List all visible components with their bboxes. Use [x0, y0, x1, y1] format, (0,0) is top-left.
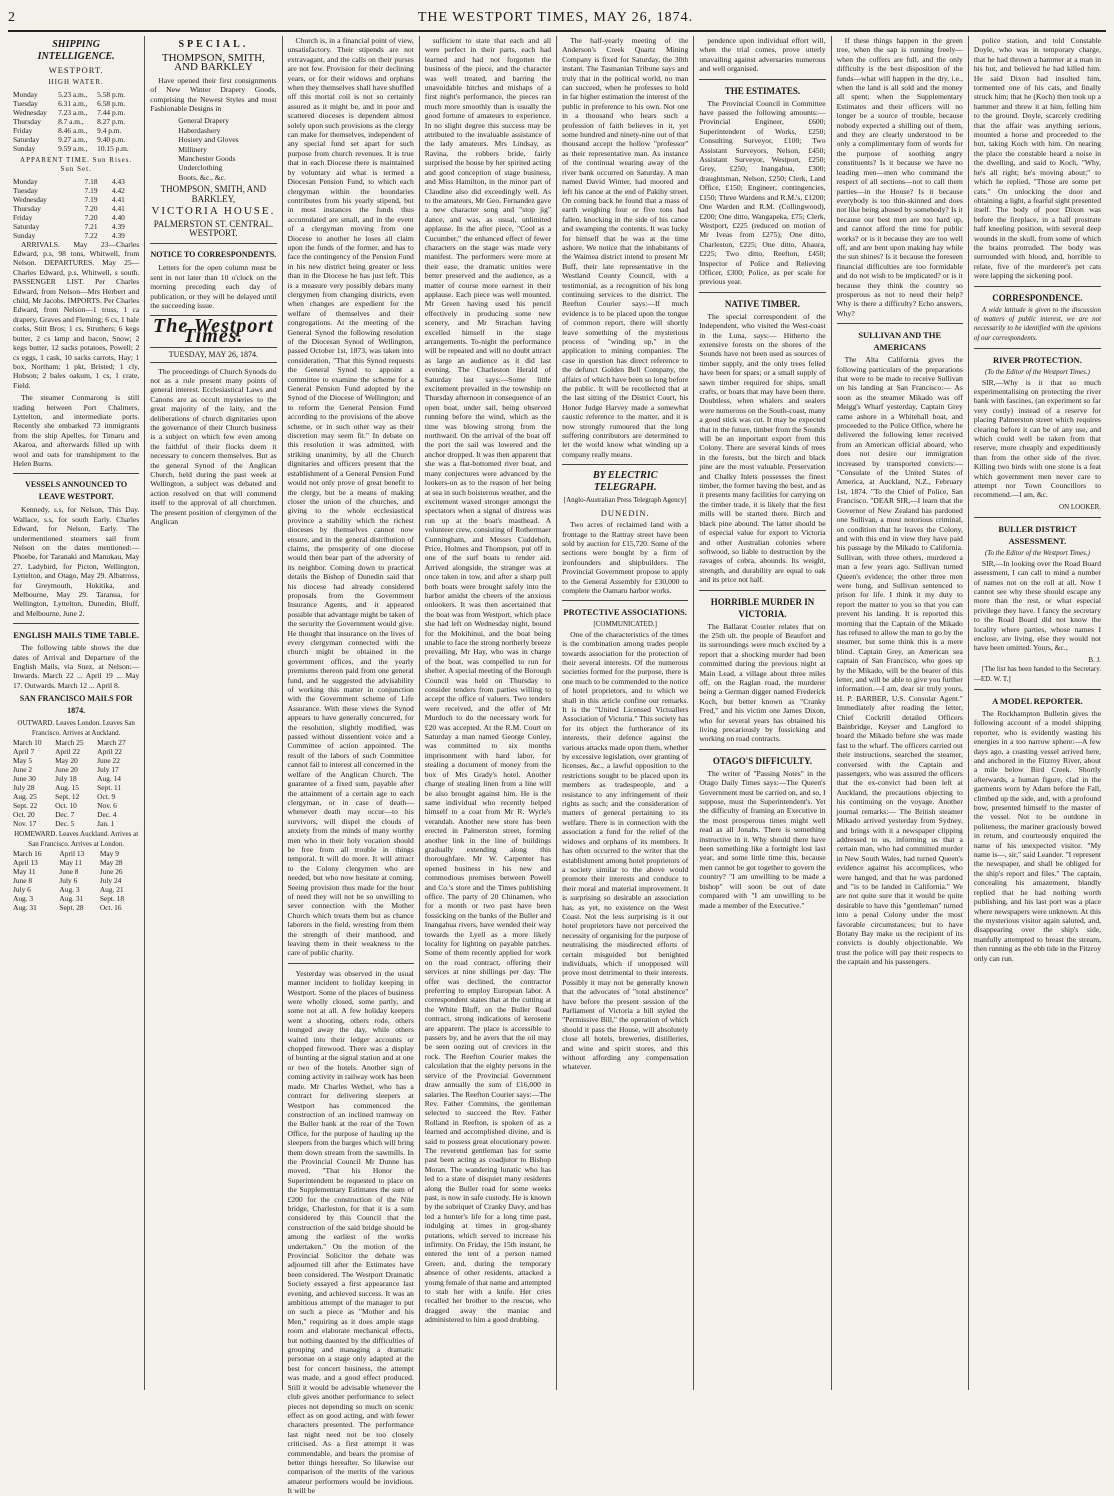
paper-title: The Westport Times. [153, 315, 274, 347]
high-water-row-cell: Friday [13, 125, 33, 135]
dunedin-heading: DUNEDIN. [600, 507, 650, 518]
mails-text: The following table shows the due dates of Arrival and Departure of the English Mails, via Suez, at Nelson:— Inwards. March 22 ... April 19 ... May 17. Outwards. March 12 ... April 8. [13, 643, 140, 690]
sun-row-cell: 4.42 [111, 185, 125, 195]
sf-outward-row-cell: Nov. 6 [97, 801, 117, 811]
ad-item: Underclothing [178, 163, 223, 173]
divider [974, 517, 1101, 518]
divider [13, 623, 139, 624]
masthead-title: THE WESTPORT TIMES, MAY 26, 1874. [417, 10, 694, 25]
sun-row-cell: 4.40 [111, 212, 125, 222]
divider [974, 286, 1101, 287]
sf-outward-row [13, 774, 139, 783]
high-water-table [13, 90, 139, 153]
protective-text: One of the characteristics of the times is the combination among trades people towards association for the protection of their several interests. Of the numerous societies formed for the purpose, there is one much to be commended to the notice of hotel proprietors, and to which we shall in this article confine our remarks. It is the "United Licensed Victuallers Association of Victoria." This society has for its object the furtherance of its interests, their defence against the various attacks made upon them, whether by excessive legislation, over granting of licenses, &c., a lawful opposition to the restrictions sought to be placed upon its members as tradespeople, and a resistance to any infringement of their rights as such; and the consideration of matters of general pertaining to its welfare. There is in connection with the association a fund for the relief of the widows and orphans of its members. It has often occurred to the writer that the establishment among hotel proprietors of a society similar to the above would promote their interests and conduce to their moral and material improvement. It is surprising so desirable an association has, as yet, no existence on the West Coast. Not the less surprising is it our hotel proprietors have not perceived the necessity of organising for the purpose of neutralising the misdirected efforts of certain misguided but benighted individuals, which if unopposed will prove most detrimental to their interests. Possibly it may not be generally known that the advocates of "total abstinence" have before the present session of the Parliament of Victoria a bill styled the "Permissive Bill," the operation of which should it pass the House, will absolutely close all hotels, breweries, distilleries, and wine and spirit stores, and this without affording any compensation whatever. [562, 629, 689, 1072]
protective-heading: PROTECTIVE ASSOCIATIONS. [563, 607, 687, 618]
high-water-row-cell: Saturday [13, 134, 40, 144]
sun-row-cell: 7.21 [84, 221, 98, 231]
dunedin-text: Two acres of reclaimed land with a frontage to the Rattray street have been sold by auction for £15,720. Some of the sections were bought by a firm of ironfounders and shipbuilders. The Provincial Government propose to apply to the General Assembly for £30,000 to complete the Oamaru harbor works. [562, 520, 689, 595]
sf-homeward-row-cell: June 26 [99, 866, 123, 876]
divider [699, 749, 825, 750]
sf-outward-row-cell: Jan. 1 [97, 819, 115, 829]
sun-row-cell: 7.19 [84, 194, 98, 204]
sf-outward-row-cell: Oct. 10 [55, 801, 77, 811]
sf-homeward-row-cell: May 11 [59, 857, 82, 867]
divider [699, 590, 825, 591]
sf-outward-row-cell: June 30 [13, 774, 36, 784]
divider [974, 689, 1101, 690]
sf-outward-row-cell: Aug. 15 [55, 783, 79, 793]
leader-continued: Church is, in a financial point of view, unsatisfactory. Their stipends are not extravagant, and the calls on their purses are not few. Provision for their declining years, or for their widows and orphans when they themselves shall have shuffled off this mortal coil is not so certainly assured as it might be, and in poor and scattered dioceses is dependent almost solely upon such provisions as the clergy can make for themselves, independent of any special fund set apart for such purpose from church revenues. It is true that in each Diocese there is maintained by voluntary aid what is termed a Diocesan Pension Fund, to which each clergyman within the boundaries contributes from his yearly stipend, but in most instances the funds thus accumulated are small, and in the event of a clergyman moving from one Diocese to another he loses all claim upon the funds of the former, and has to face the contingency of the Pension Fund in his new district being greater or less than in the Diocese he has just left. This is a measure very possibly debars many clergymen from changing districts, even when changes are expedient for the welfare of themselves and their congregations. At the meeting of the General Synod the following resolution of the Diocesan Synod of Wellington, passed October 1st, 1873, was taken into consideration, "That this Synod requests the General Synod to appoint a committee to examine the scheme for a General Pension Fund adopted by the Synod of the Diocese of Wellington; and to reform the General Pension Fund according to the provisions of the above scheme, or in such other way as their discretion may seem fit." In debate on this resolution it was admitted, with striking unanimity, by all the Church dignitaries and officers present that the establishment of a General Pension Fund would not only prove of great benefit to the clergy, but be a means of making closer the union of the churches, and giving to the whole ecclesiastical province a stability which the richest dioceses by themselves cannot now ensure, and in the general distribution of claims, the prosperity of one diocese would then bear part of the adversity of its neighbor. Coming down to practical details the Bishop of Dunedin said that his diocese had already considered proposals from the Government Insurance Agents, and it appeared possible that advantage might be taken of the security the Government would give. He thought that insurance on the lives of every clergyman connected with the church might be obtained in the government offices, and the yearly premiums thereon paid from one general fund, and he suggested the advisability of working this matter in conjunction with the Government scheme of Life Assurance. With these views the Synod appears to have generally concurred, for the resolution, slightly modified, was passed without dissentient voice and a Committee of action appointed. The result of the labors of such Committee cannot fail to interest all concerned in the welfare of the Anglican Church. The guarantee of a fixed sum, payable after the attainment of a certain age to each clergyman, or in case of death—whenever death may occur—to his survivors, will dispel the clouds of anxiety from the minds of many worthy men who in their holy vocation should be free from all trouble in things temporal. It will do more. It will attract to the Colony clergymen who are needed, but who now hesitate at coming. Seeing provision thus made for the hour of need they will not be so unwilling to sever connection with the Mother Church which treats them but as chance laborers in the field, wresting from them the strength of their manhood, and leaving them in their weakness to the care of public charity. [287, 36, 414, 958]
high-water-row-cell: Sunday [13, 143, 36, 153]
divider [699, 292, 825, 293]
sf-homeward-row-cell: May 11 [13, 866, 36, 876]
sf-outward-row-cell: Sept. 11 [97, 783, 122, 793]
correspondence-heading: CORRESPONDENCE. [992, 292, 1083, 303]
sf-outward-row-cell: Sept. 12 [55, 792, 80, 802]
sun-row [13, 231, 139, 240]
sf-homeward-row [13, 858, 139, 867]
sullivan-text: The Alta California gives the following particulars of the preparations that were to be made to receive Sullivan on his landing at San Francisco:— As soon as the steamer Mikado was off Meigg's Wharf yesterday, Captain Grey came ashore in a Whitehall boat, and proceeded to the Police Office, where he delivered the following letter received from an American official aboard, who does not desire our immigration increased by transported convicts:— "Consulate of the United States of America, at Auckland, N.Z., February 1st, 1874. "To the Chief of Police, San Francisco. "DEAR SIR,—I learn that the Governor of New Zealand has pardoned one Sullivan, a most notorious criminal, on condition that he leaves the Colony, and with this end in view they have paid his passage by the Mikado to California. Sullivan, with three others, murdered a man a few years ago. Sullivan turned Queen's evidence; the other three men were hung, and Sullivan sentenced to prison for life. I think it my duty to report the matter to you so that you can prevent his landing. It is reported this morning that the Captain of the Mikado has refused to allow the man to go by the steamer, but some think this is a mere blind. Captain Grey, an American sea captain of San Francisco, who goes up by the Mikado, will be the bearer of this letter, and will be able to give you further information.—I am, dear sir truly yours, H. P. BARBER, U.S. Consular Agent." Immediately after reading the letter, Chief Cockrill detailed Officers Bainbridge, Keyser and Langford to board the Mikado before she was made fast to the wharf. The officers carried out their instructions, searched the steamer, conversed with the Captain and passengers, who was assured the officers that the ex-convict had been left at Auckland, the precautions objecting to his continuing on the voyage. Another journal remarks:— The British steamer Mikado arrived yesterday from Sydney, and brings with it a newspaper clipping addressed to us, informing us that a certain man, who had committed murder in New South Wales, had turned Queen's evidence against his accomplices, who were hanged, and that he was pardoned and "is to be landed in California." We are not quite sure that it would be quite desirable to have this "gentleman" turned into a penal Colony under the most favorable circumstances; but to have Botany Bay make us the recipient of its convicts is doubly objectionable. We trust the police will pay their respects to the captain and his passengers. [836, 355, 963, 967]
high-water-row-cell: 5.58 p.m. [97, 89, 126, 99]
sf-outward-row-cell: Nov. 17 [13, 819, 37, 829]
protective-continued: pendence upon individual effort will, when the trial comes, prove utterly unavailing against adversaries numerous and well organised. [699, 36, 826, 74]
sf-outward-row-cell: May 5 [13, 756, 33, 766]
timber-text: The special correspondent of the Independent, who visited the West-coast in the Luna, says:— Hitherto the extensive forests on the shores of the Sounds have not been used as sources of timber supply, and the only trees felled have been for spars; or a small supply of sawn timber required for ships, small crafts, or boats that may have been there. Doubtless, when whalers and sealers were numerous on the South-coast, many a good stick was cut. It may be expected that in the future, timber from the Sounds will be an important export from this Colony. There are several kinds of trees in the forests, but the birch and black pine are the most valuable. Preservation and Chalky Inlets possesses the finest timber, the former having the best, and as it presents many facilities for carrying on the timber trade, it is likely that the first mills will be started there. Birch and black pine abound. The latter should be of especial value for export to Victoria and other Australian colonies where softwood, so liable to destruction by the ravages of cobra, abounds. Its weight, strength, and durability are equal to oak and its price not half. [699, 311, 826, 585]
high-water-row [13, 135, 139, 144]
sf-homeward-row-cell: May 9 [99, 848, 119, 858]
sf-homeward-row-cell: Oct. 16 [99, 902, 122, 912]
sun-row-cell: 7.20 [84, 203, 98, 213]
local-paragraphs: The half-yearly meeting of the Anderson's Creek Quartz Mining Company is fixed for Saturday, the 30th instant. The Tasmanian Tribune says and truly that in the political world, no man can succeed, when he professes to hold in far higher estimation the interest of the public in preference to his own. Not one in a thousand who hears such a profession of faith believes in it, yet some hundred and ninety-nine out of that thousand accept the hollow "professor" as their representative man. As instance of the continual wearing away of the river bank occurred on Saturday. A man named David Winter, had moored and left his canoe at the end of Pakihy street. On coming back he found that a mass of earth weighing four or five tons had fallen, knocking in the side of his canoe and swamping the contents. It was lucky for himself that he was at the time ashore. We notice that the inhabitants of the Waimea district intend to present Mr Buff, their late representative in the Westland County Council, with a testimonial, as a recognition of his long continuing services to the district. The Reefton Courier says:—If much evidence is to be placed upon the tongue of common report, there will shortly leave something of the mysterious process of "winding up," in the application to mining companies. The case in question has direct reference to the defunct Golden Bell Company, the affairs of which have been so long before the public. It will be recollected that at the last sitting of the District Court, his Honor Judge Harvey made a somewhat caustic reference to the matter, and it is now strongly rumoured that the long suffering contributors are determined to let the world know what winding up a company really means. [562, 36, 689, 459]
ad-items-list [150, 116, 276, 182]
estimates-heading: THE ESTIMATES. [724, 85, 801, 96]
sf-homeward-row [13, 867, 139, 876]
high-water-row-cell: 9.27 a.m., [58, 134, 88, 144]
sf-homeward-row-cell: Sept. 18 [99, 893, 125, 903]
local-news-continued: sufficient to state that each and all were perfect in their parts, each had learned and had not forgotten the business of the piece, and the character was well treated, and barring the unavoidable hitches and mishaps of a first night's performance, the pieces ran much more smoothly than is usually the good fortune of amateurs to experience. In no slight degree this success may be attributed to the invaluable assistance of the lady amateurs. Mrs Lindsay, as Ravina, the robbers bride, fairly surprised the house by her spirited acting and good conception of stage business, and Miss Hamilton, in the minor part of Claudine also did exceedingly well. As to the amateurs, Mr Geo. Fernandez gave a new character song and "stop jig" dance, and was, as usual, unlimited applause. In the after piece, "Cool as a Cucumber," the enhanced effect of fewer characters on the stage was made very manifest. The performers were more at their ease, the dramatic unities were better preserved and the audience, as a matter of course more earnest in their applause. Each piece was well mounted. Mr Green having used his pencil effectively in producing some new scenery, and Mr Strachan having excelled himself in the stage arrangements. To-night the performance will be repeated and will no doubt attract as large an audience as it did last evening. The Charleston Herald of Saturday last says:—Some little excitement prevailed in the township on Thursday afternoon in consequence of an open boat, under sail, being observed running before the wind, which as the time was blowing strong from the northward. On the arrival of the boat off the port the sail was lowered and the anchor dropped. It was then apparent that she was a flat-bottomed river boat, and many conjectures were advanced by the lookers-on as to the reason of her being at sea in such boisterous weather, and the excitement waxed stronger amongst the spectators when a signal of distress was run up at the boat's masthead. A volunteer crew, consisting of Rothermaer Cunningham, and Messrs Cuddeboh, Price, Holmes and Thompson, put off in one of the surf boats to render aid. Arrived alongside, the stranger was at once taken in tow, and after a sharp pull both boats were brought safely into the harbor amidst the cheers of the anxious onlookers. It was then ascertained that the boat was from Westport, which place she had left on Wednesday night, bound for the Mokihinui, and the boat being unable to face the strong northerly breeze prevailing, Mr Hay, who was in charge of the boat, was compelled to run for shelter. A special meeting of the Borough Council was held on Thursday to consider tenders from parties willing to accept the office of valuers. Two tenders were received, and the offer of Mr Murdoch to do the necessary work for £20 was accepted. At the R.M. Court on Saturday a man named George Conley, was committed to six months imprisonment with hard labor, for stealing a document of money from the box of Mrs Grady's hotel. Another charge of stealing linen from a line will be also brought against him. He is the same individual who recently helped himself to a coat from Mr R. Wyrle's verandah. Another new store has been erected in Palmerston street, forming another link in the line of buildings gradually extending along this thoroughfare. Mr W. Carpenter has opened business in his new and commodious premises between Powell and Co.'s store and the Times publishing office. The party of 20 Chinamen, who for a month or two past have been fossicking on the banks of the Buller and Inangahua rivers, have wended their way towards the Lyell as a more likely locality for lighting on payable patches. Some of them recently applied for work on the road contract, offering their services at nine shillings per day. The offer was declined, the contractor preferring to employ European labor. A correspondent states that at the cutting at the White Bluff, on the Buller Road contract, strong indications of kerosene are apparent. The place is accessible to passers by, and he avers that the oil may be seen oozing out of crevices in the rock. The Reefton Courier makes the calculation that the eighty persons in the service of the Provincial Government draw annually the sum of £16,000 in salaries. The Reefton Courier says:—The Rev. Father Commins, the gentleman selected to succeed the Rev. Father Rolland in Reefton, is spoken of as a learned and accomplished divine, and is said to possess great elocutionary power. The reverend gentleman has for some past been acting as coadjutor to Bishop Moran. The wandering lunatic who has led to a state of disquiet many residents along the Buller road for some weeks past, is now in safe custody. He is known by the sobriquet of Cranky Davy, and has led a hunter's life for a long time past, indulging at times in grog-shanty potations, which served to increase his infirmity. On Friday, the 15th instant, he entered the tent of a person named Green, and, during the temporary absence of other residents, attacked a young female of that name and attempted to stab her with a knife. Her cries recalled her brother to the rescue, who dragged away the maniac and administered to him a good drubbing. [424, 36, 552, 1325]
divider [13, 473, 139, 474]
sun-row [13, 204, 139, 213]
sf-homeward-row-cell: Aug. 31 [13, 902, 37, 912]
page-number: 2 [8, 10, 15, 25]
divider [150, 243, 276, 244]
timber-heading: NATIVE TIMBER. [724, 298, 801, 309]
high-water-row-cell: 10.15 p.m. [97, 143, 129, 153]
sf-outward-row-cell: Dec. 4 [97, 810, 117, 820]
sf-outward-row-cell: Aug. 14 [97, 774, 121, 784]
sf-homeward-row [13, 885, 139, 894]
ad-item: Manchester Goods [178, 154, 236, 164]
high-water-heading: HIGH WATER. [48, 78, 104, 87]
sf-homeward-row-cell: June 8 [59, 866, 79, 876]
river-heading: RIVER PROTECTION. [993, 355, 1082, 366]
river-text: SIR,—Why is it that so much experimentalising on protecting the river bank with fascines, (an experiment so far very costly) instead of a reserve for placing Palmerston street which requires clearing before it can be of any use, and which could well be taken from that reserve, more cheaply and expeditiously than from the other side of the river. Killing two birds with one stone is a feat which government men never care to attempt nor Town Councillors to recommend.—I am, &c. [973, 377, 1102, 500]
buller-signature: B. J. [1088, 655, 1102, 664]
sf-outward-row [13, 747, 139, 756]
divider [562, 464, 688, 465]
sun-row-cell: Wednesday [13, 194, 47, 204]
river-signature: ON LOOKER. [1059, 502, 1102, 511]
shipping-heading: SHIPPING INTELLIGENCE. [37, 39, 115, 62]
special-heading: SPECIAL. [178, 39, 249, 50]
high-water-row-cell: 8.7 a.m., [58, 116, 84, 126]
high-water-row [13, 144, 139, 153]
high-water-row-cell: 9.59 a.m., [58, 143, 88, 153]
column-6 [694, 36, 831, 1390]
divider [699, 79, 825, 80]
high-water-row-cell: Wednesday [13, 107, 47, 117]
murder-continued: police station, and told Constable Doyle, who was in temporary charge, that he had thrown a hammer at a man in his hut, and believed he had killed him. He said Dixon had insulted him, tormented one of his cats, and finally struck him; that he (Koch) then took up a hammer and threw it at him, felling him to the ground. Doyle, scarcely crediting that the affair was anything serious, mounted a horse and proceeded to the hut, taking Koch with him. On nearing the place the constable heard a noise in the dwelling, and said to Koch, "Why, he's all right; he's moving about;" to which he replied, "Those are some pet cats." On unlocking the door and obtaining a light, a fearful sight presented itself. The body of poor Dixon was before the fireplace, in a half prostrate half kneeling position, with several deep wounds in the skull, from some of which the brains protruded. The body was surrounded with blood, and, horrible to relate, five of the murderer's pet cats were lapping the sickening pool. [973, 36, 1102, 281]
high-water-row-cell: 7.23 a.m., [58, 107, 88, 117]
sun-row-cell: 7.18 [84, 176, 98, 186]
sf-outward-row-cell: June 2 [13, 765, 33, 775]
model-text: The Rockhampton Bulletin gives the following account of a model shipping reporter, who is evidently wasting his energies in a too narrow sphere:—A few days ago, a coasting vessel arrived here, and anchored in the Fitzroy River, about a mile below Bird Creek. Shortly afterwards, a human figure, clad in the garments worn by Adam before the Fall, climbed up the side, and, with a profound bow, presented himself to the master of the vessel. Not to be outdone in politeness, the mariner graciously bowed in return, and courteously enquired the name of his unexpected visitor. "My name is—, sir," said Leander. "I represent the newspaper, and shall be obliged for the ship's report and files." The captain, concealing his amazement, blandly replied that he had nothing worth publishing, and his last port was a place where newspapers were unknown. At this the mysterious visitor again saluted, and, disappearing over the ship's side, manfully attempted to breast the stream, then running as the ebb tide in the Fitzroy only can run. [973, 708, 1102, 963]
high-water-row-cell: Tuesday [13, 98, 38, 108]
sf-outward-row-cell: May 20 [55, 756, 78, 766]
sf-homeward-row-cell: April 13 [59, 848, 85, 858]
ad-item: Boots, &c., &c. [178, 172, 226, 182]
sf-outward-row-cell: Dec. 7 [55, 810, 75, 820]
sf-homeward-row-cell: July 6 [59, 875, 78, 885]
otago-continued: If these things happen in the green tree, when the sap is running freely—when the coffers are full, and the only difficulty is the best disposition of the funds—what will happen in the dry, i.e., when the land is all sold and the money all spent; when the Supplementary Estimates and their officers will no longer be a source of trouble, because nobody expected a shilling out of them, and they are clearly understood to be only a complimentary form of words for the purpose of soothing angry constituents? Is it because we have no leading men—men who command the respect of all sections—not to call them parties—in the House? Is it because everybody is too thin-skinned and does not like being abused by somebody? Is it because our best men are too hard up, and cannot afford the time for public works? or is it because they are too well off, and are bent upon making hay while the sun shines? Is it because the foreseen financial difficulties are too formidable and do not wish to be implicated? or is it because they think the country so prosperous as not to need their help? Why is there a difficulty? Echo answers, Why? [836, 36, 963, 318]
telegraph-agency: [Anglo-Australian Press Telegraph Agency] [563, 496, 687, 505]
columns [8, 36, 1106, 1496]
high-water-row [13, 108, 139, 117]
sun-row-cell: 4.41 [111, 203, 125, 213]
high-water-row-cell: 8.46 a.m., [58, 125, 88, 135]
otago-heading: OTAGO'S DIFFICULTY. [712, 755, 813, 766]
murder-heading: HORRIBLE MURDER IN VICTORIA. [710, 596, 815, 619]
sun-row-cell: 7.20 [84, 212, 98, 222]
sun-row-cell: 4.39 [111, 230, 125, 240]
sullivan-heading: SULLIVAN AND THE AMERICANS [858, 330, 942, 353]
mails-heading: ENGLISH MAILS TIME TABLE. [13, 630, 139, 641]
sf-outward-row-cell: Aug. 25 [13, 792, 37, 802]
sf-outward-row [13, 756, 139, 765]
steamer-note: The steamer Conmarong is still trading between Port Chalmers, Lyttelton, and intermediate ports. Recently she embarked 73 immigrants from the ship Apelles, for Timaru and Akaroa, and afterwards filled up with wool and oats for transhipment to the Helen Burns. [13, 393, 140, 468]
ad-item: General Drapery [178, 116, 230, 126]
street-address: PALMERSTON ST. CENTRAL. WESTPORT. [153, 218, 274, 238]
sf-homeward-row-cell: April 13 [13, 857, 38, 867]
buller-heading: BULLER DISTRICT ASSESSMENT. [998, 524, 1077, 547]
sf-outward-row-cell: April 22 [97, 747, 122, 757]
divider [974, 348, 1101, 349]
divider [562, 600, 688, 601]
column-7 [832, 36, 969, 1390]
sun-row-cell: Thursday [13, 203, 41, 213]
column-5 [557, 36, 694, 1390]
column-8 [969, 36, 1106, 1390]
ad-item: Haberdashery [178, 125, 221, 135]
buller-addressee: (To the Editor of the Westport Times.) [984, 549, 1090, 558]
otago-text: The writer of "Passing Notes" in the Otago Daily Times says:—The Queen's Government must be carried on, and so, I suppose, must the Superintendent's. Yet the difficulty of framing an Executive in the most prosperous times might well read as all Jonahs. There is something instructive in it. Why should there have been something like a fortnight lost last year, and some little time this, because men cannot be got together to govern the country? "I am unwilling to be made a bishop" will soon be out of date compared with "I am unwilling to be made a member of the Executive." [699, 768, 826, 910]
local-news: Yesterday was observed in the usual manner incident to holiday keeping in Westport. Some of the places of business were wholly closed, some partly, and some not at all. A few holiday keepers went a shooting, others rode, others lounged away the day, while others waited into their ledger accounts or chopped firewood. There was a display of bunting at the signal station and at one or two of the hotels. Another sign of coming activity in railway work has been made. Mr Charles Wethel, who has a contract for delivering sleepers at Westport has commenced the construction of an inclined tramway on the Buller bank at the rear of the Town Office, for the purpose of hauling up the sleepers from the barges which will bring them down stream from the sawmills. In the Provincial Council Mr Dunne has moved, "That his Honor the Superintendent be requested to place on the Supplementary Estimates the sum of £200 for the construction of the Nile bridge, Charleston, for that it is a sum considered by this Council that the construction of the said bridge should be among the earliest of the works undertaken." On the motion of the Provincial Solicitor the debate was adjourned till after the Estimates have been considered. The Westport Dramatic Society essayed a first appearance last evening, and achieved success. It was an ambitious attempt of the manager to put on such a piece as "Mother and his Men," requiring as it does ample stage room and elaborate mechanical effects, but nothing daunted by the difficulties of grouping and managing a dramatic personae on a stage only adapted at the best for concert business, the attempt was made, and a good effect produced. Still it would be advisable whenever the club gives another performance to select pieces not depending so much on scenic effect as on good acting, and with fewer characters presented. The performance last night need not be too closely criticised. As a first attempt it was commendable, and bears the promise of better things hereafter. So likewise our comparison of the merits of the various amateur performers would be invidious. It will be [287, 968, 414, 1496]
ad-item: Millinery [178, 144, 207, 154]
sf-heading: SAN FRANCISCO MAILS FOR 1874. [19, 694, 133, 716]
correspondence-note: A wide latitude is given to the discussion of matters of public interest, we are not necessarily to be identified with the opinions of our correspondents. [973, 305, 1102, 342]
sf-outward: OUTWARD. Leaves London. Leaves San Francisco. Arrives at Auckland. [17, 719, 135, 737]
sf-outward-row [13, 738, 139, 747]
murder-text: The Ballarat Courier relates that on the 25th ult. the people of Beaufort and its surroundings were much excited by a report that a shocking murder had been committed during the previous night at Main Lead, a village about three miles off, on the Raglan road, the murderer being a German digger named Frederick Koch, but better known as "Cranky Fred," and his victim one James Dixon, who for several years has obtained his living precariously by fossicking and working on road contracts. [699, 621, 826, 744]
sf-homeward-row-cell: May 28 [99, 857, 123, 867]
sun-row-cell: Friday [13, 212, 33, 222]
high-water-row-cell: Thursday [13, 116, 41, 126]
sf-outward-row-cell: April 7 [13, 747, 35, 757]
sf-homeward: HOMEWARD. Leaves Auckland. Arrives at San Francisco. Arrives at London. [14, 830, 139, 848]
sun-row-cell: 4.43 [111, 176, 125, 186]
port-heading: WESTPORT. [48, 65, 104, 75]
sf-outward-row-cell: July 18 [55, 774, 77, 784]
sun-table [13, 177, 139, 240]
issue-date: TUESDAY, MAY 26, 1874. [150, 347, 276, 362]
sf-homeward-table [13, 849, 139, 912]
sf-homeward-row [13, 849, 139, 858]
house-name: VICTORIA HOUSE. [151, 205, 276, 218]
divider [837, 323, 963, 324]
ad-item: Hosiery and Gloves [178, 135, 239, 145]
high-water-row-cell: 9.40 p.m. [97, 134, 126, 144]
high-water-row-cell: 5.23 a.m., [58, 89, 88, 99]
sun-heading: APPARENT TIME. Sun Rises. Sun Set. [20, 155, 133, 174]
sun-row-cell: 7.19 [84, 185, 98, 195]
sf-homeward-row-cell: March 16 [13, 848, 42, 858]
protective-sub: [COMMUNICATED.] [593, 620, 657, 629]
high-water-row-cell: Monday [13, 89, 38, 99]
sf-outward-row-cell: Oct. 9 [97, 792, 116, 802]
sf-homeward-row [13, 903, 139, 912]
sun-row [13, 186, 139, 195]
high-water-row-cell: 6.58 p.m. [97, 98, 126, 108]
sf-outward-row [13, 792, 139, 801]
sf-outward-row-cell: July 28 [13, 783, 35, 793]
sf-outward-row-cell: June 22 [97, 756, 120, 766]
sf-outward-row [13, 765, 139, 774]
sf-outward-row [13, 819, 139, 828]
sf-outward-row-cell: July 17 [97, 765, 119, 775]
high-water-row-cell: 6.31 a.m., [58, 98, 88, 108]
sf-outward-row [13, 783, 139, 792]
sf-homeward-row [13, 894, 139, 903]
buller-text: SIR,—In looking over the Road Board assessment, I can call to mind a number of names not on the roll at all. Now I cannot see why these should escape any more than the rest, or what especial privilege they have. I fancy the secretary to the Road Board did not know the locality where parties, whose names I enclose, are living, else they would not have been omitted. Yours, &c., [973, 558, 1102, 653]
leader-text: The proceedings of Church Synods do not as a rule present many points of general interest. Ecclesiastical Laws and Canons are as occult mysteries to the great majority of the laity, and the deliberations of church dignitaries upon the governance of their Church business is a subject on which few even among the faithful of their flocks deem it necessary to concern themselves. But as the general Synod of the Anglican Church, held during the past week at Wellington, a subject was debated and action resolved on that will commend itself to the approval of all churchmen. The present position of clergymen of the Anglican [150, 366, 277, 527]
sun-row-cell: Sunday [13, 230, 36, 240]
high-water-row [13, 126, 139, 135]
sf-homeward-row-cell: Sept. 28 [59, 902, 84, 912]
sun-row-cell: Monday [13, 176, 38, 186]
sf-homeward-row-cell: Aug. 3 [59, 884, 80, 894]
model-heading: A MODEL REPORTER. [992, 695, 1083, 706]
sf-outward-row-cell: June 20 [55, 765, 78, 775]
sun-row-cell: Saturday [13, 221, 40, 231]
sf-homeward-row-cell: Aug. 21 [99, 884, 124, 894]
sf-outward-row-cell: Oct. 20 [13, 810, 35, 820]
divider [288, 963, 414, 964]
sf-homeward-row-cell: July 24 [99, 875, 122, 885]
sun-row-cell: 4.41 [111, 194, 125, 204]
sf-outward-table [13, 738, 139, 828]
sun-row-cell: 7.22 [84, 230, 98, 240]
firm-name: THOMPSON, SMITH, AND BARKLEY [161, 52, 265, 74]
river-addressee: (To the Editor of the Westport Times.) [984, 368, 1090, 377]
column-3 [283, 36, 420, 1496]
sf-homeward-row-cell: June 8 [13, 875, 33, 885]
firm-signature: THOMPSON, SMITH, AND BARKLEY, [160, 184, 267, 204]
sf-outward-row-cell: Dec. 5 [55, 819, 75, 829]
column-1 [8, 36, 145, 1390]
column-2 [145, 36, 282, 1390]
sun-row-cell: Tuesday [13, 185, 38, 195]
notice-text: Letters for the open column must be sent in not later than 10 o'clock on the morning preceding each day of publication, or they will be delayed until the succeeding issue. [150, 263, 277, 310]
notice-heading: NOTICE TO CORRESPONDENTS. [150, 250, 277, 260]
ad-text: Have opened their first consignments of New Winter Drapery Goods, comprising the Newest Styles and most Fashionable Designs in [150, 75, 277, 114]
sf-homeward-row-cell: Aug. 3 [13, 893, 34, 903]
sun-row [13, 222, 139, 231]
estimates-text: The Provincial Council in Committee have passed the following amounts:— Provincial Engineer, £600; Superintendent of Works, £250; Consulting Surveyor, £100; Two Assistant Surveyors, Nelson, £450; Assistant Surveyor, Westport, £250; Grey, £250; Inangahua, £300; draughtsman, Nelson, £250; Clerk, Land Office, £150; Engineer, contingencies, £150; Three Wardens and R.M.'s, £1200; One Warden and R.M. (Collingwood), £200; One ditto, Wangapeka, £75; Clerk, Westport, £225 (reduced on motion of Mr Iveas from £275); One ditto, Charleston, £225; One ditto, Ahaura, £225; Two ditto, Reefton, £450; Inspector of Police and Relieving Officer, £300; Police, as per scale for previous year. [699, 98, 826, 287]
column-4 [420, 36, 557, 1390]
sf-outward-row-cell: March 25 [55, 738, 84, 748]
sf-homeward-row-cell: July 6 [13, 884, 31, 894]
sun-row [13, 195, 139, 204]
high-water-row [13, 99, 139, 108]
sf-outward-row-cell: April 22 [55, 747, 80, 757]
shipping-arrivals: ARRIVALS. May 23—Charles Edward, p.s, 98 tons, Whitwell, from Nelson. DEPARTURES. May 25—Charles Edward, p.s, Whitwell, s south. PASSENGER LIST. Per Charles Edward, from Nelson—Mrs Herbert and child, Mr Jacobs. IMPORTS. Per Charles Edward, from Nelson—1 truss, 1 ca drapery, Graves and Fleming; 6 cs, 1 bale corks, Stitt Bros; 1 cs, Struthers; 6 kegs butter, 2 cs lamp and bacon, Snow; 2 kegs butter, 12 sacks potatoes, Powell; 2 cs eggs, 1 cask, 10 sacks carrots, Hay; 1 box, Northam; 1 pkt, Bristed; 1 cly, Hobson; 2 bales oakum, 1 cs, 1 crate, Field. [13, 239, 140, 390]
sf-outward-row-cell: March 10 [13, 738, 42, 748]
sf-outward-row-cell: March 27 [97, 738, 126, 748]
high-water-row-cell: 9.4 p.m. [97, 125, 122, 135]
sf-outward-row [13, 801, 139, 810]
sun-row [13, 213, 139, 222]
buller-editor-note: [The list has been handed to the Secretary.—ED. W. T.] [973, 665, 1102, 683]
high-water-row-cell: 7.44 p.m. [97, 107, 126, 117]
telegraph-heading: BY ELECTRIC TELEGRAPH. [593, 470, 658, 494]
sf-homeward-row [13, 876, 139, 885]
sf-outward-row [13, 810, 139, 819]
sun-row [13, 177, 139, 186]
sf-homeward-row-cell: Aug. 31 [59, 893, 84, 903]
sun-row-cell: 4.39 [111, 221, 125, 231]
high-water-row-cell: 8.27 p.m. [97, 116, 126, 126]
vessels-heading: VESSELS ANNOUNCED TO LEAVE WESTPORT. [25, 480, 128, 502]
masthead [8, 6, 1106, 32]
high-water-row [13, 90, 139, 99]
sf-outward-row-cell: Sept. 22 [13, 801, 38, 811]
high-water-row [13, 117, 139, 126]
vessels-text: Kennedy, s.s, for Nelson, This Day. Wallace, s.s, for south Early. Charles Edward, for Nelson, Early. The undermentioned steamers sail from Nelson on the dates mentioned:— Phoebe, for Taranaki and Manukau, May 27. Ladybird, for Picton, Wellington, Lyttelton, and Otago, May 29. Albatross, for Greymouth, Hokitika, and Melbourne, May 29. Taranua, for Wellington, Lyttelton, Dunedin, Bluff, and Melbourne, June 2. [13, 505, 140, 618]
